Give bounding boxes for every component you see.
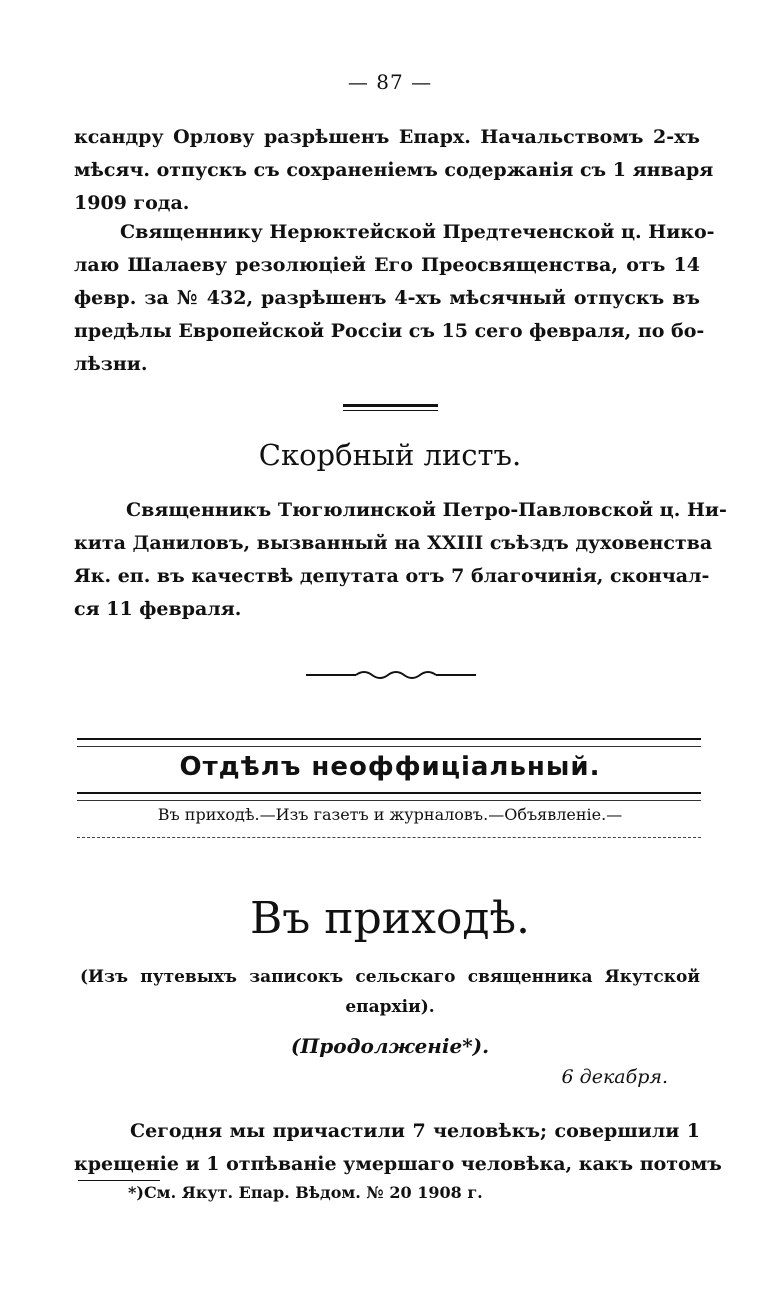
continuation-note: (Продолженіе*).	[290, 1034, 490, 1058]
subtitle-line: (Изъ путевыхъ записокъ сельскаго священника Якутской	[80, 967, 700, 987]
text-line: февр. за № 432, разрѣшенъ 4-хъ мѣсячный отпускъ въ	[74, 287, 700, 309]
text-line: ся 11 февраля.	[74, 598, 242, 620]
ornament-divider	[306, 668, 476, 682]
department-rule-top	[77, 738, 701, 747]
heading-obituary: Скорбный листъ.	[258, 438, 522, 472]
text-line: Священникъ Тюгюлинской Петро-Павловской ц. Ни-	[126, 499, 727, 521]
heading-in-parish: Въ приходѣ.	[249, 893, 531, 944]
text-line: лаю Шалаеву резолюціей Его Преосвященства, отъ 14	[74, 254, 700, 276]
text-line: ксандру Орлову разрѣшенъ Епарх. Начальствомъ 2-хъ	[74, 126, 700, 148]
text-line: Сегодня мы причастили 7 человѣкъ; совершили 1	[130, 1120, 700, 1142]
footnote: *)См. Якут. Епар. Вѣдом. № 20 1908 г.	[128, 1183, 483, 1202]
subtitle-line: епархіи).	[345, 997, 435, 1017]
section-divider	[343, 404, 438, 407]
department-title: Отдѣлъ неоффиціальный.	[179, 752, 601, 782]
text-line: крещеніе и 1 отпѣваніе умершаго человѣка, какъ потомъ	[74, 1153, 722, 1175]
paragraph-obituary	[74, 494, 727, 626]
text-line: мѣсяч. отпускъ съ сохраненіемъ содержанія съ 1 января	[74, 159, 714, 181]
department-contents: Въ приходѣ.—Изъ газетъ и журналовъ.—Объявленіе.—	[157, 805, 623, 824]
department-rule-middle	[77, 792, 701, 801]
section-divider-thin	[343, 410, 438, 411]
text-line: кита Даниловъ, вызванный на XXIII съѣздъ духовенства	[74, 532, 713, 554]
text-line: предѣлы Европейской Россіи съ 15 сего февраля, по бо-	[74, 320, 705, 342]
text-line: Священнику Нерюктейской Предтеченской ц. Нико-	[120, 221, 715, 243]
text-line: лѣзни.	[74, 353, 148, 375]
paragraph-leave-orlov	[74, 121, 714, 220]
paragraph-diary-entry	[74, 1115, 722, 1181]
paragraph-leave-shalaev	[74, 216, 715, 381]
page-number: — 87 —	[347, 70, 433, 94]
footnote-rule	[78, 1180, 160, 1181]
text-line: 1909 года.	[74, 192, 190, 214]
article-subtitle	[80, 962, 700, 1022]
entry-date: 6 декабря.	[561, 1066, 668, 1088]
department-rule-bottom	[77, 837, 701, 842]
text-line: Як. еп. въ качествѣ депутата отъ 7 благочинія, скончал-	[74, 565, 710, 587]
